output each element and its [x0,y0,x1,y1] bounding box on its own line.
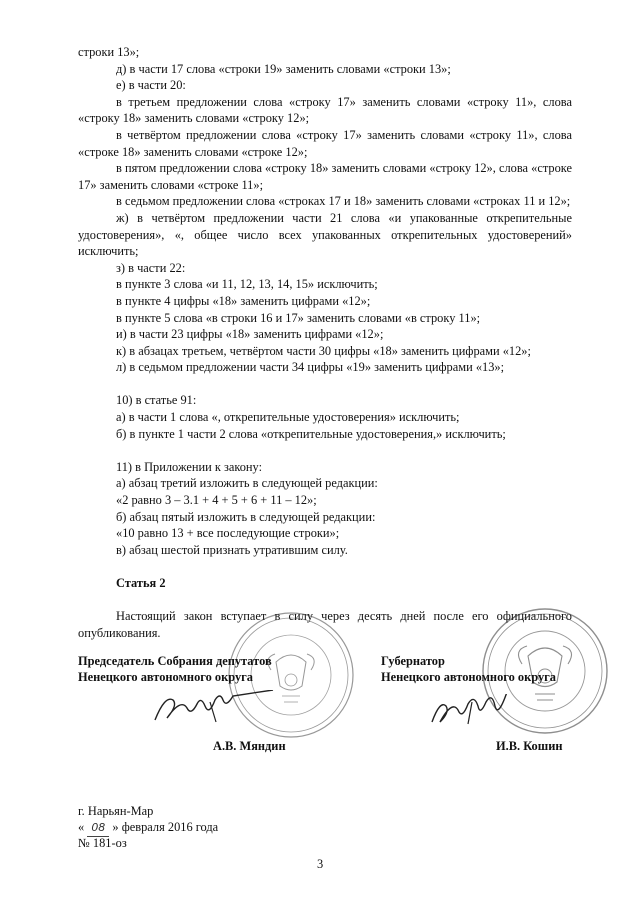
signature-right-handwritten [428,694,538,730]
law-number: № 181-оз [78,836,127,850]
signature-right-title [381,653,556,685]
signature-left-title-line1: Председатель Собрания депутатов [78,654,272,668]
text-line: строки 13»; [78,45,140,59]
text-line: б) абзац пятый изложить в следующей редакции: [116,509,376,524]
text-line: з) в части 22: [116,260,186,275]
text-paragraph: в пятом предложении слова «строку 18» заменить словами «строку 12», слова «строке 17» заменить словами «строке 11»; [78,161,572,192]
text-line: е) в части 20: [116,78,186,93]
page-number: 3 [317,857,324,871]
signature-right-title-line2: Ненецкого автономного округа [381,670,556,684]
text-paragraph: в четвёртом предложении слова «строку 17» заменить словами «строку 11», слова «строке 18» заменить словами «строке 12»; [78,127,572,159]
text-line: к) в абзацах третьем, четвёртом части 30 цифры «18» заменить цифрами «12»; [116,343,531,358]
article-title: Статья 2 [116,576,166,590]
date-prefix: « [78,820,85,834]
amendments-text [78,44,572,641]
text-line: 11) в Приложении к закону: [116,459,263,474]
signature-left-title [78,653,272,685]
text-line: а) в части 1 слова «, открепительные удостоверения» исключить; [116,410,460,425]
text-line: в пункте 4 цифры «18» заменить цифрами «12»; [116,293,371,308]
signature-left-name: А.В. Мяндин [213,739,286,753]
date-suffix: » февраля 2016 года [112,820,219,834]
text-line: д) в части 17 слова «строки 19» заменить словами «строки 13»; [116,61,451,76]
text-line: л) в седьмом предложении части 34 цифры «19» заменить цифрами «13»; [116,360,505,375]
text-line: в пункте 3 слова «и 11, 12, 13, 14, 15» исключить; [116,277,378,292]
text-paragraph: в седьмом предложении слова «строках 17 и 18» заменить словами «строках 11 и 12»; [116,194,571,209]
text-line: в пункте 5 слова «в строки 16 и 17» заменить словами «в строку 11»; [116,310,481,325]
signature-right-name: И.В. Кошин [496,739,563,753]
text-line: б) в пункте 1 части 2 слова «открепительные удостоверения,» исключить; [116,426,506,441]
text-line: «10 равно 13 + все последующие строки»; [116,526,340,541]
text-line: «2 равно 3 – 3.1 + 4 + 5 + 6 + 11 – 12»; [116,493,317,508]
text-line: в) абзац шестой признать утратившим силу. [116,542,348,557]
article-text: Настоящий закон вступает в силу через десять дней после его официального опубликования. [78,609,572,640]
text-line: а) абзац третий изложить в следующей редакции: [116,476,378,491]
text-paragraph: в третьем предложении слова «строку 17» заменить словами «строку 11», слова «строку 18» заменить словами «строку 12»; [78,94,572,126]
text-line: 10) в статье 91: [116,393,197,408]
signature-right-title-line1: Губернатор [381,654,445,668]
date-day: 08 [87,820,109,837]
signature-left-handwritten [150,690,290,730]
text-line: и) в части 23 цифры «18» заменить цифрами «12»; [116,327,384,342]
place: г. Нарьян-Мар [78,804,154,818]
signature-left-title-line2: Ненецкого автономного округа [78,670,253,684]
text-paragraph: ж) в четвёртом предложении части 21 слова «и упакованные открепительные удостоверения», «, общее число всех упакованных открепительных удостоверений» исключить; [78,210,572,259]
